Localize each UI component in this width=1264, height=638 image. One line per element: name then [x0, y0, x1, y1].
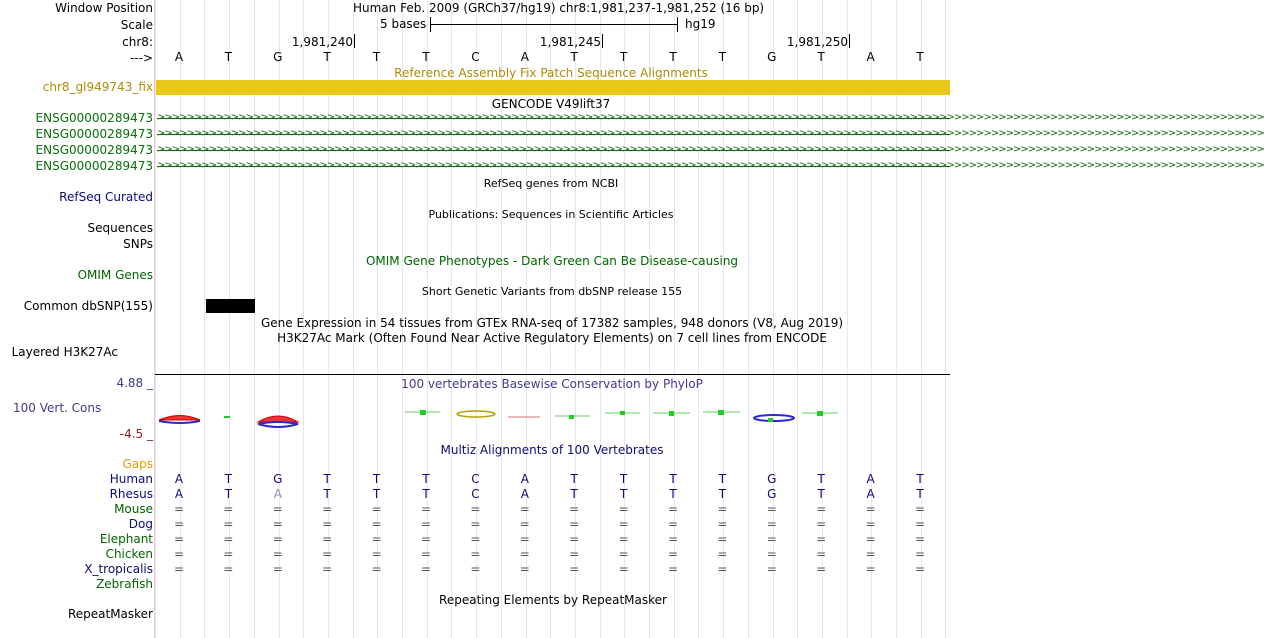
species-alignment-base: T [372, 472, 381, 486]
reference-base: T [323, 50, 331, 64]
species-alignment-base: T [224, 487, 233, 501]
species-alignment-base: = [865, 532, 876, 546]
refseq-track-label[interactable]: RefSeq Curated [59, 190, 153, 204]
repeatmasker-track-label[interactable]: RepeatMasker [67, 607, 153, 621]
species-alignment-base: = [766, 517, 777, 531]
species-alignment-base: = [865, 517, 876, 531]
species-alignment-base: = [470, 532, 481, 546]
species-alignment-base: = [717, 517, 728, 531]
species-alignment-base: = [272, 502, 283, 516]
species-alignment-base: = [322, 532, 333, 546]
reference-base: C [471, 50, 480, 64]
species-alignment-base: = [618, 532, 629, 546]
species-alignment-base: = [470, 502, 481, 516]
species-alignment-base: G [273, 472, 283, 486]
species-alignment-base: A [866, 472, 875, 486]
species-alignment-base: = [272, 532, 283, 546]
phylop-glyph [457, 411, 495, 417]
gencode-gene-label[interactable]: ENSG00000289473 [35, 111, 153, 125]
species-alignment-base: = [717, 547, 728, 561]
species-alignment-base: = [223, 547, 234, 561]
species-alignment-base: C [471, 487, 480, 501]
grid-line [945, 0, 946, 638]
species-alignment-base: = [173, 502, 185, 516]
coord-tick-label-1: 1,981,240 [291, 35, 353, 49]
species-alignment-base: = [816, 547, 827, 561]
species-label[interactable]: Rhesus [109, 487, 153, 501]
reference-base: T [422, 50, 430, 64]
sequences-track-label[interactable]: Sequences [87, 221, 153, 235]
dbsnp-variant-block[interactable] [206, 299, 255, 313]
reference-base: T [817, 50, 825, 64]
species-alignment-base: = [667, 517, 679, 531]
reference-base: T [619, 50, 628, 64]
gencode-gene-label[interactable]: ENSG00000289473 [35, 159, 153, 173]
scale-bar-left-tick [430, 17, 431, 32]
species-alignment-base: = [420, 502, 432, 516]
reference-base: T [570, 50, 578, 64]
species-alignment-base: = [420, 547, 432, 561]
species-alignment-base: T [422, 487, 430, 501]
phylop-glyph [669, 411, 674, 416]
species-alignment-base: T [817, 487, 825, 501]
grid-line [155, 0, 156, 638]
fix-patch-track-title[interactable]: Reference Assembly Fix Patch Sequence Alignments [394, 66, 708, 80]
species-label[interactable]: Elephant [99, 532, 153, 546]
species-alignment-base: = [766, 562, 777, 576]
species-alignment-base: T [916, 472, 924, 486]
chrom-label: chr8: [122, 35, 153, 49]
species-alignment-base: = [865, 562, 876, 576]
species-alignment-base: = [371, 562, 382, 576]
species-alignment-base: T [718, 472, 727, 486]
species-label[interactable]: Human [109, 472, 153, 486]
species-alignment-base: = [519, 517, 530, 531]
window-position-label: Window Position [55, 1, 153, 15]
species-alignment-base: T [323, 487, 331, 501]
species-alignment-base: = [816, 562, 827, 576]
coord-tick-3 [849, 34, 850, 48]
species-alignment-base: = [173, 562, 185, 576]
omim-track-title[interactable]: OMIM Gene Phenotypes - Dark Green Can Be Disease-causing [365, 254, 739, 268]
species-alignment-base: = [914, 562, 926, 576]
species-alignment-base: = [371, 532, 382, 546]
species-alignment-base: T [718, 487, 727, 501]
species-alignment-base: = [865, 547, 876, 561]
scale-text: 5 bases [380, 17, 427, 31]
publications-track-title[interactable]: Publications: Sequences in Scientific Articles [428, 208, 674, 221]
species-alignment-base: T [372, 487, 381, 501]
species-alignment-base: = [816, 502, 827, 516]
species-alignment-base: T [224, 472, 233, 486]
reference-base: A [520, 50, 529, 64]
species-alignment-base: = [766, 502, 777, 516]
assembly-position[interactable]: Human Feb. 2009 (GRCh37/hg19) chr8:1,981,237-1,981,252 (16 bp) [353, 1, 765, 15]
species-alignment-base: = [322, 502, 333, 516]
species-alignment-base: = [519, 562, 530, 576]
species-alignment-base: = [816, 517, 827, 531]
gencode-strand-chevrons: >>>>>>>>>>>>>>>>>>>>>>>>>>>>>>>>>>>>>>>>>>>>>>>>>>>>>>>>>>>>>>>>>>>>>>>>>>>>>>>>>>>>>>>>>>>>>>>>>>>>>>>>>>>>>>>>>>>>>>>>>>>>>>>>>>>>>>>>>>>>>>>>>>>>>> [157, 160, 1264, 171]
species-alignment-base: C [471, 472, 480, 486]
reference-base: G [273, 50, 283, 64]
phylop-glyph [718, 410, 724, 415]
species-alignment-base: A [866, 487, 875, 501]
species-alignment-base: = [420, 532, 432, 546]
species-alignment-base: T [323, 472, 331, 486]
species-alignment-base: = [667, 502, 679, 516]
species-alignment-base: = [420, 517, 432, 531]
species-alignment-base: = [667, 562, 679, 576]
species-alignment-base: = [914, 547, 926, 561]
reference-base: A [866, 50, 875, 64]
phylop-glyph [817, 411, 823, 416]
species-alignment-base: = [717, 562, 728, 576]
multiz-track-title[interactable]: Multiz Alignments of 100 Vertebrates [440, 443, 664, 457]
species-alignment-base: = [322, 562, 333, 576]
species-alignment-base: = [914, 517, 926, 531]
phylop-glyph [420, 410, 426, 415]
species-alignment-base: = [618, 517, 629, 531]
species-alignment-base: = [272, 562, 283, 576]
reference-base: T [669, 50, 677, 64]
species-label[interactable]: Chicken [105, 547, 153, 561]
phylop-glyph [159, 416, 200, 421]
strand-label: ---> [129, 51, 153, 65]
scale-db: hg19 [685, 17, 716, 31]
scale-bar [430, 24, 678, 25]
phylop-glyph [569, 415, 574, 419]
species-alignment-base: = [667, 547, 679, 561]
species-alignment-base: = [519, 502, 530, 516]
species-alignment-base: = [618, 547, 629, 561]
species-alignment-base: = [371, 517, 382, 531]
species-alignment-base: = [519, 532, 530, 546]
phylop-glyph [620, 411, 625, 415]
species-alignment-base: = [223, 562, 234, 576]
coord-tick-2 [602, 34, 603, 48]
species-alignment-base: T [570, 472, 578, 486]
species-alignment-base: T [619, 487, 628, 501]
species-alignment-base: = [618, 502, 629, 516]
phylop-glyph [224, 416, 230, 418]
species-alignment-base: T [669, 487, 677, 501]
gencode-strand-chevrons: >>>>>>>>>>>>>>>>>>>>>>>>>>>>>>>>>>>>>>>>>>>>>>>>>>>>>>>>>>>>>>>>>>>>>>>>>>>>>>>>>>>>>>>>>>>>>>>>>>>>>>>>>>>>>>>>>>>>>>>>>>>>>>>>>>>>>>>>>>>>>>>>>>>>>> [157, 144, 1264, 155]
grid-line [254, 0, 255, 638]
grid-line [847, 0, 848, 638]
species-alignment-base: = [470, 517, 481, 531]
species-alignment-base: = [865, 502, 876, 516]
label-column-border [154, 0, 155, 638]
phylop-glyph [754, 415, 794, 421]
gencode-track-title[interactable]: GENCODE V49lift37 [491, 97, 611, 111]
h3k27ac-baseline [155, 374, 950, 375]
scale-bar-right-tick [677, 17, 678, 32]
species-alignment-base: = [173, 547, 185, 561]
species-alignment-base: = [569, 517, 580, 531]
refseq-track-title[interactable]: RefSeq genes from NCBI [483, 177, 619, 190]
species-alignment-base: = [569, 547, 580, 561]
species-label[interactable]: Dog [128, 517, 153, 531]
reference-base: A [174, 50, 184, 64]
repeatmasker-track-title[interactable]: Repeating Elements by RepeatMasker [439, 593, 667, 607]
species-alignment-base: = [470, 562, 481, 576]
species-alignment-base: T [669, 472, 677, 486]
grid-line [204, 0, 205, 638]
species-alignment-base: = [766, 547, 777, 561]
reference-base: T [224, 50, 233, 64]
species-alignment-base: = [173, 532, 185, 546]
cons-min-value: -4.5 _ [119, 427, 153, 441]
species-alignment-base: = [470, 547, 481, 561]
snps-track-label[interactable]: SNPs [123, 237, 153, 251]
species-alignment-base: A [520, 472, 529, 486]
species-alignment-base: = [322, 547, 333, 561]
h3k27ac-track-label[interactable]: Layered H3K27Ac [11, 345, 118, 359]
species-alignment-base: = [717, 532, 728, 546]
gtex-track-title[interactable]: Gene Expression in 54 tissues from GTEx RNA-seq of 17382 samples, 948 donors (V8, Aug 2019) [260, 316, 844, 330]
phylop-glyph [258, 422, 298, 427]
gencode-gene-label[interactable]: ENSG00000289473 [35, 127, 153, 141]
species-alignment-base: = [816, 532, 827, 546]
species-label[interactable]: Zebrafish [96, 577, 153, 591]
reference-base: T [372, 50, 381, 64]
species-alignment-base: = [322, 517, 333, 531]
species-alignment-base: A [273, 487, 282, 501]
species-alignment-base: = [223, 532, 234, 546]
species-alignment-base: G [767, 472, 777, 486]
species-alignment-base: = [569, 562, 580, 576]
species-alignment-base: = [173, 517, 185, 531]
gencode-gene-label[interactable]: ENSG00000289473 [35, 143, 153, 157]
species-alignment-base: T [619, 472, 628, 486]
species-alignment-base: = [766, 532, 777, 546]
species-alignment-base: = [569, 502, 580, 516]
species-alignment-base: A [174, 472, 184, 486]
species-alignment-base: A [520, 487, 529, 501]
reference-base: T [916, 50, 924, 64]
species-alignment-base: T [817, 472, 825, 486]
species-alignment-base: = [717, 502, 728, 516]
species-alignment-base: = [914, 532, 926, 546]
species-alignment-base: = [618, 562, 629, 576]
species-alignment-base: = [223, 517, 234, 531]
reference-base: T [718, 50, 727, 64]
species-alignment-base: = [223, 502, 234, 516]
species-alignment-base: = [519, 547, 530, 561]
coord-tick-label-2: 1,981,245 [539, 35, 601, 49]
species-alignment-base: = [569, 532, 580, 546]
species-alignment-base: = [914, 502, 926, 516]
scale-label: Scale [120, 18, 153, 32]
species-alignment-base: T [422, 472, 430, 486]
grid-line [896, 0, 897, 638]
dbsnp-track-title[interactable]: Short Genetic Variants from dbSNP release 155 [421, 285, 683, 298]
species-alignment-base: T [570, 487, 578, 501]
phylop-glyph [768, 418, 773, 422]
species-alignment-base: = [371, 547, 382, 561]
species-alignment-base: A [174, 487, 184, 501]
cons-max-value: 4.88 _ [116, 376, 153, 390]
phylop-track-title[interactable]: 100 vertebrates Basewise Conservation by PhyloP [401, 377, 703, 391]
species-alignment-base: = [667, 532, 679, 546]
omim-track-label[interactable]: OMIM Genes [77, 268, 153, 282]
fix-patch-alignment-bar[interactable] [156, 80, 950, 95]
species-alignment-base: T [916, 487, 924, 501]
species-alignment-base: = [371, 502, 382, 516]
species-label[interactable]: Mouse [114, 502, 153, 516]
species-alignment-base: = [420, 562, 432, 576]
phylop-glyph [159, 421, 200, 423]
coord-tick-label-3: 1,981,250 [786, 35, 848, 49]
coord-tick-1 [354, 34, 355, 48]
species-label[interactable]: X_tropicalis [84, 562, 153, 576]
gencode-strand-chevrons: >>>>>>>>>>>>>>>>>>>>>>>>>>>>>>>>>>>>>>>>>>>>>>>>>>>>>>>>>>>>>>>>>>>>>>>>>>>>>>>>>>>>>>>>>>>>>>>>>>>>>>>>>>>>>>>>>>>>>>>>>>>>>>>>>>>>>>>>>>>>>>>>>>>>>> [157, 128, 1264, 139]
gaps-label[interactable]: Gaps [122, 457, 153, 471]
reference-base: G [767, 50, 777, 64]
dbsnp-track-label[interactable]: Common dbSNP(155) [23, 299, 153, 313]
species-alignment-base: G [767, 487, 777, 501]
species-alignment-base: = [272, 517, 283, 531]
gencode-strand-chevrons: >>>>>>>>>>>>>>>>>>>>>>>>>>>>>>>>>>>>>>>>>>>>>>>>>>>>>>>>>>>>>>>>>>>>>>>>>>>>>>>>>>>>>>>>>>>>>>>>>>>>>>>>>>>>>>>>>>>>>>>>>>>>>>>>>>>>>>>>>>>>>>>>>>>>>> [157, 112, 1264, 123]
fix-patch-track-label[interactable]: chr8_gl949743_fix [42, 80, 153, 94]
h3k27ac-track-title[interactable]: H3K27Ac Mark (Often Found Near Active Regulatory Elements) on 7 cell lines from ENCODE [277, 331, 827, 345]
species-alignment-base: = [272, 547, 283, 561]
cons-track-label[interactable]: 100 Vert. Cons [13, 401, 102, 415]
